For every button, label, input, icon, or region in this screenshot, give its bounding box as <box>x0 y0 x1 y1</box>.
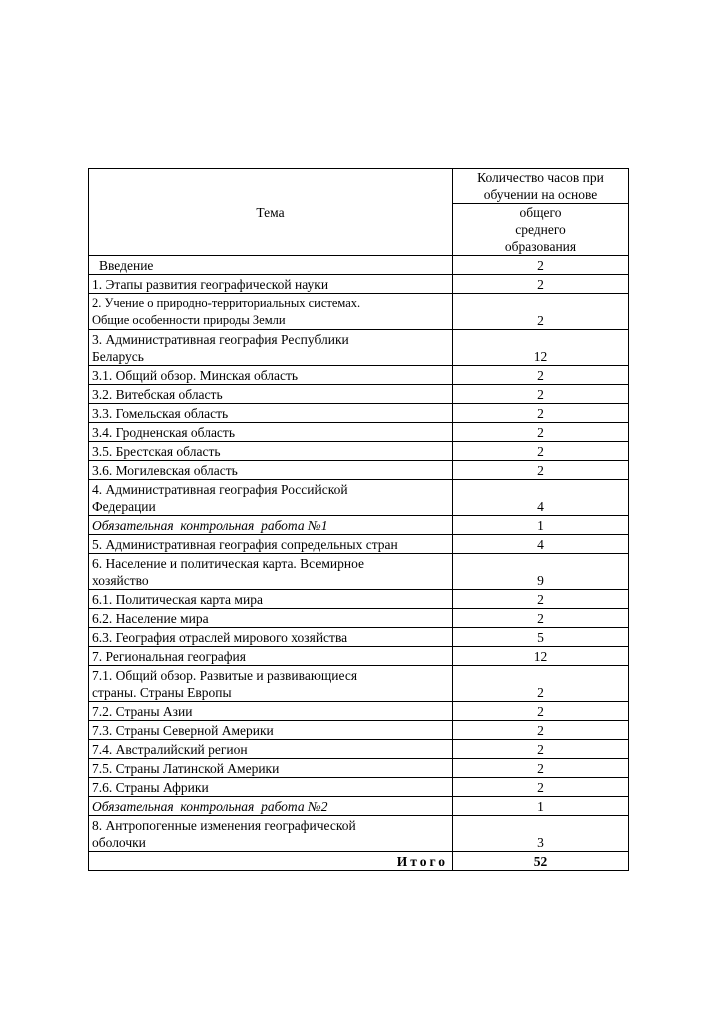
topic-cell: 6.2. Население мира <box>89 609 453 628</box>
table-row <box>89 759 629 778</box>
topic-line-1: 3. Административная география Республики <box>92 332 349 347</box>
topic-cell: 7.4. Австралийский регион <box>89 740 453 759</box>
topic-cell: 3.2. Витебская область <box>89 385 453 404</box>
topic-line-2: хозяйство <box>92 573 149 588</box>
hours-cell: 2 <box>453 404 629 423</box>
table-row <box>89 721 629 740</box>
hours-cell: 2 <box>453 609 629 628</box>
hours-cell: 2 <box>453 461 629 480</box>
total-hours: 52 <box>453 852 629 871</box>
hours-header-line-2: обучении на основе <box>483 187 598 202</box>
hours-header-line-1: Количество часов при <box>477 170 604 185</box>
table-row <box>89 480 629 516</box>
topic-cell <box>89 816 453 852</box>
topic-cell: 7.3. Страны Северной Америки <box>89 721 453 740</box>
topic-line-2: оболочки <box>92 835 146 850</box>
topic-cell: 7.2. Страны Азии <box>89 702 453 721</box>
topic-line-1: 8. Антропогенные изменения географической <box>92 818 356 833</box>
topic-cell: 6.3. География отраслей мирового хозяйства <box>89 628 453 647</box>
topic-cell: 7. Региональная география <box>89 647 453 666</box>
topic-line-1: 4. Административная география Российской <box>92 482 348 497</box>
hours-cell: 2 <box>453 442 629 461</box>
topic-cell <box>89 554 453 590</box>
hours-cell: 4 <box>453 480 629 516</box>
topic-cell: 3.6. Могилевская область <box>89 461 453 480</box>
basis-header-line-3: образования <box>504 239 577 254</box>
topic-line-2: Общие особенности природы Земли <box>92 313 286 327</box>
table-row <box>89 330 629 366</box>
table-row <box>89 740 629 759</box>
table-row <box>89 423 629 442</box>
topic-cell: 6.1. Политическая карта мира <box>89 590 453 609</box>
hours-cell: 3 <box>453 816 629 852</box>
hours-cell: 2 <box>453 721 629 740</box>
hours-cell: 12 <box>453 647 629 666</box>
topic-line-1: 2. Учение о природно-территориальных системах. <box>92 296 361 310</box>
basis-header <box>453 204 629 256</box>
topic-cell: 5. Административная география сопредельных стран <box>89 535 453 554</box>
total-label: Итого <box>89 852 453 871</box>
table-row <box>89 461 629 480</box>
topic-cell <box>89 666 453 702</box>
hours-cell: 2 <box>453 423 629 442</box>
hours-cell: 2 <box>453 366 629 385</box>
topic-cell <box>89 330 453 366</box>
hours-cell: 2 <box>453 385 629 404</box>
topic-line-2: Беларусь <box>92 349 144 364</box>
table-row <box>89 275 629 294</box>
hours-cell: 2 <box>453 666 629 702</box>
topic-cell: 3.1. Общий обзор. Минская область <box>89 366 453 385</box>
basis-header-line-2: среднего <box>515 222 566 237</box>
hours-cell: 2 <box>453 702 629 721</box>
hours-cell: 2 <box>453 590 629 609</box>
topic-cell <box>89 294 453 330</box>
topic-cell: Обязательная контрольная работа №2 <box>89 797 453 816</box>
table-row <box>89 628 629 647</box>
topic-header: Тема <box>89 169 453 256</box>
topic-line-1: 7.1. Общий обзор. Развитые и развивающиеся <box>92 668 358 683</box>
table-row <box>89 516 629 535</box>
table-row <box>89 797 629 816</box>
curriculum-table <box>88 168 629 871</box>
topic-cell: 3.4. Гродненская область <box>89 423 453 442</box>
topic-cell: 7.5. Страны Латинской Америки <box>89 759 453 778</box>
topic-cell: Обязательная контрольная работа №1 <box>89 516 453 535</box>
table-row <box>89 702 629 721</box>
table-row <box>89 256 629 275</box>
basis-header-line-1: общего <box>519 205 562 220</box>
hours-cell: 2 <box>453 759 629 778</box>
hours-cell: 1 <box>453 797 629 816</box>
topic-cell: 7.6. Страны Африки <box>89 778 453 797</box>
table-row <box>89 590 629 609</box>
table-row <box>89 294 629 330</box>
hours-cell: 2 <box>453 256 629 275</box>
hours-cell: 2 <box>453 778 629 797</box>
topic-cell: 3.3. Гомельская область <box>89 404 453 423</box>
table-row <box>89 647 629 666</box>
table-row <box>89 609 629 628</box>
topic-cell <box>89 480 453 516</box>
hours-cell: 9 <box>453 554 629 590</box>
table-row <box>89 778 629 797</box>
hours-cell: 1 <box>453 516 629 535</box>
hours-cell: 2 <box>453 740 629 759</box>
hours-cell: 2 <box>453 294 629 330</box>
table-row <box>89 442 629 461</box>
table-row <box>89 816 629 852</box>
table-row <box>89 404 629 423</box>
topic-line-2: страны. Страны Европы <box>92 685 232 700</box>
table-row <box>89 554 629 590</box>
hours-cell: 2 <box>453 275 629 294</box>
table-row <box>89 385 629 404</box>
topic-cell: 1. Этапы развития географической науки <box>89 275 453 294</box>
table-row <box>89 535 629 554</box>
header-row-1 <box>89 169 629 204</box>
hours-cell: 4 <box>453 535 629 554</box>
topic-line-2: Федерации <box>92 499 156 514</box>
topic-line-1: 6. Население и политическая карта. Всемирное <box>92 556 364 571</box>
table-row <box>89 366 629 385</box>
topic-cell: Введение <box>89 256 453 275</box>
hours-cell: 5 <box>453 628 629 647</box>
hours-header <box>453 169 629 204</box>
total-row <box>89 852 629 871</box>
hours-cell: 12 <box>453 330 629 366</box>
topic-cell: 3.5. Брестская область <box>89 442 453 461</box>
table-row <box>89 666 629 702</box>
